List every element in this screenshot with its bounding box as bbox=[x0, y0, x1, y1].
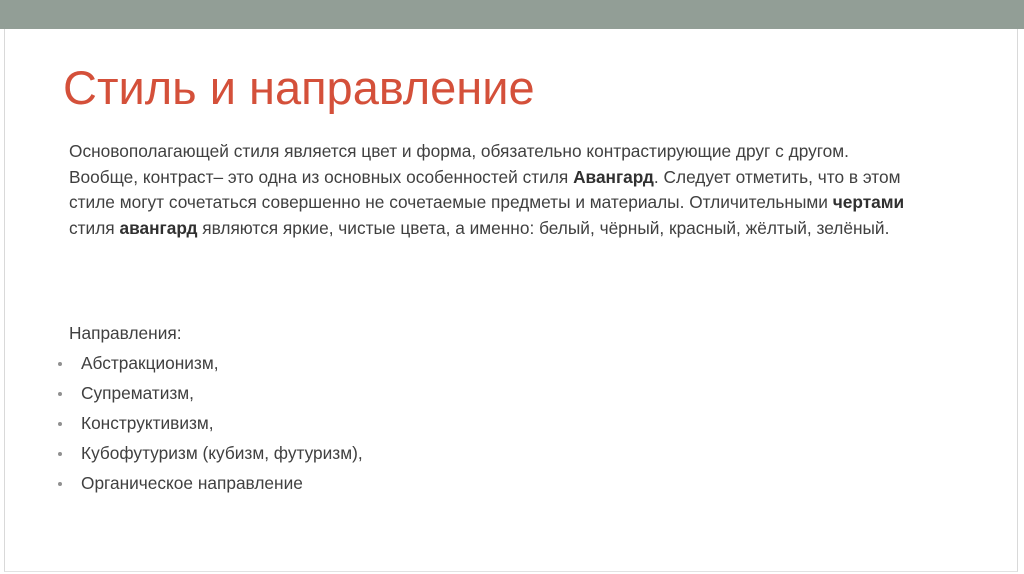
list-item bbox=[58, 468, 363, 498]
paragraph-text: . Следует отметить, что в этом стиле могут сочетаться совершенно не сочетаемые предметы и материалы. Отличительными bbox=[69, 166, 901, 212]
bullet-icon bbox=[58, 452, 62, 456]
list-item-label: Абстракционизм, bbox=[81, 352, 219, 373]
directions-list bbox=[58, 348, 363, 498]
list-item-label: Органическое направление bbox=[81, 472, 303, 493]
top-accent-band bbox=[0, 0, 1024, 29]
bullet-icon bbox=[58, 482, 62, 486]
directions-heading: Направления: bbox=[69, 323, 182, 343]
paragraph-text: являются яркие, чистые цвета, а именно: белый, чёрный, красный, жёлтый, зелёный. bbox=[197, 217, 890, 238]
bullet-icon bbox=[58, 422, 62, 426]
list-item-label: Супрематизм, bbox=[81, 382, 194, 403]
paragraph-text: стиля bbox=[69, 217, 120, 238]
paragraph-text: Основополагающей стиля является цвет и форма, обязательно контрастирующие друг с другом. Вообще, контраст– это одна из основных особенностей стиля bbox=[69, 141, 849, 187]
list-item-label: Конструктивизм, bbox=[81, 412, 214, 433]
bullet-icon bbox=[58, 392, 62, 396]
list-item bbox=[58, 438, 363, 468]
paragraph-bold-text: чертами bbox=[832, 192, 905, 212]
intro-paragraph bbox=[69, 139, 919, 241]
list-item bbox=[58, 378, 363, 408]
paragraph-bold-text: авангард bbox=[119, 217, 198, 238]
slide-title: Стиль и направление bbox=[63, 61, 535, 114]
list-item-label: Кубофутуризм (кубизм, футуризм), bbox=[81, 442, 363, 463]
bullet-icon bbox=[58, 362, 62, 366]
list-item bbox=[58, 348, 363, 378]
list-item bbox=[58, 408, 363, 438]
paragraph-bold-text: Авангард bbox=[573, 166, 654, 187]
